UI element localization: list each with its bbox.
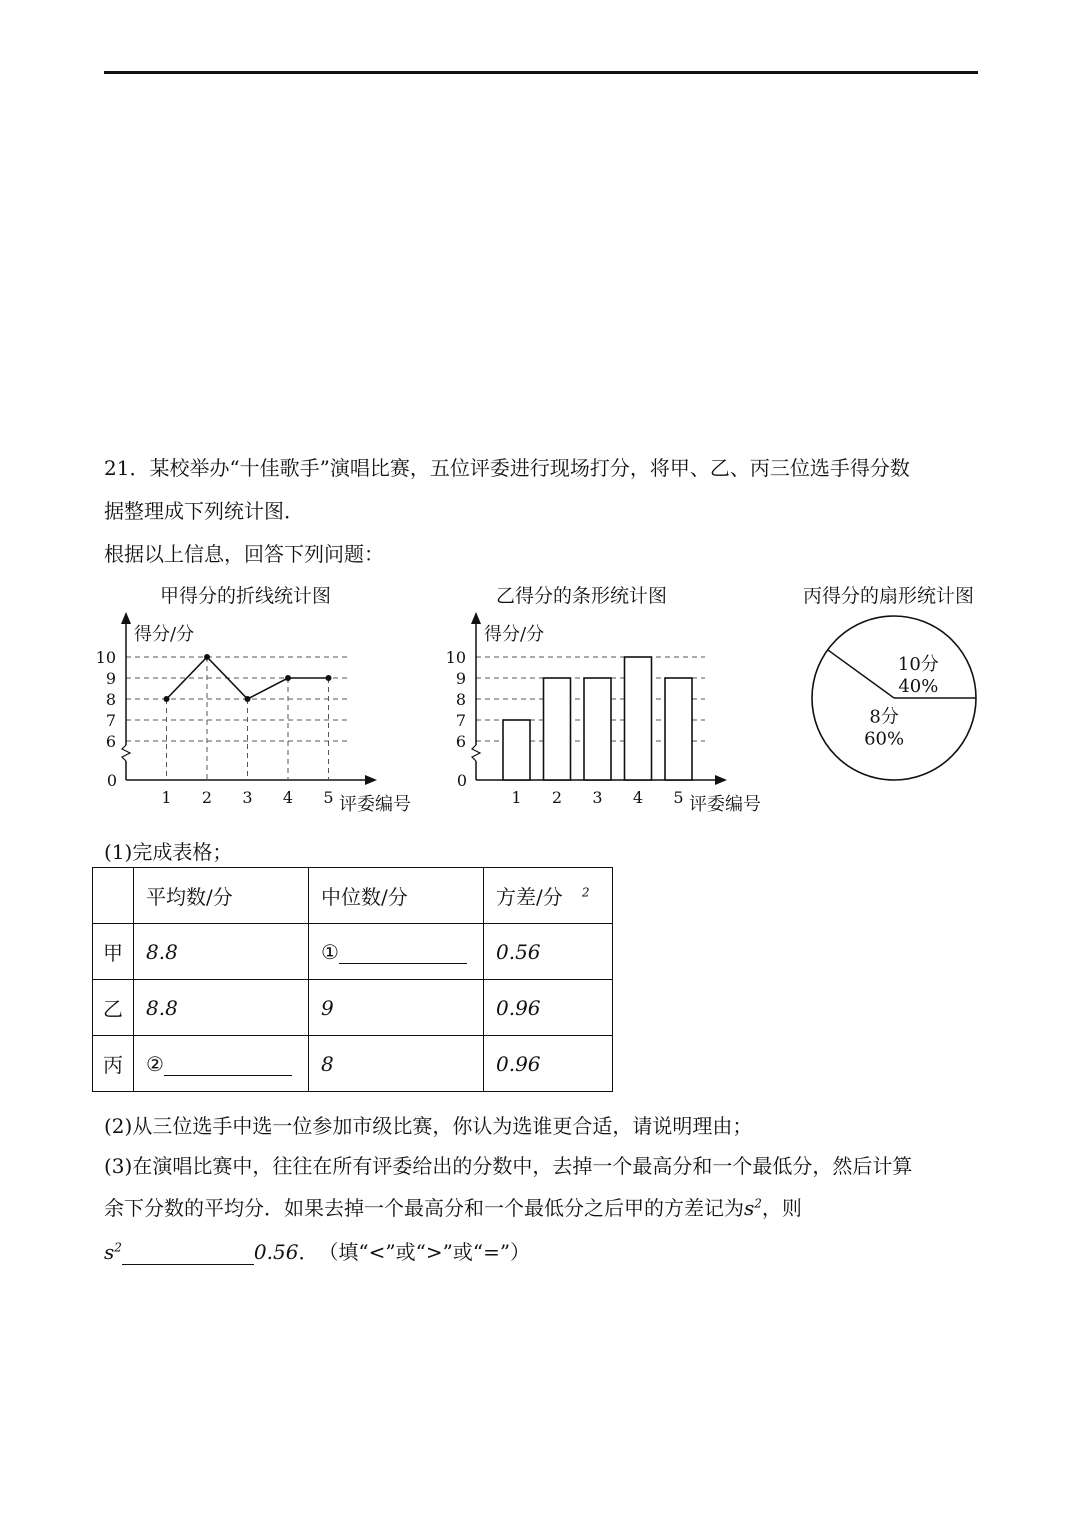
bar-chart-ytick-label: 9 — [455, 669, 466, 688]
bar-chart-bar — [544, 678, 571, 780]
bar-chart-title: 乙得分的条形统计图 — [496, 585, 668, 607]
bar-chart-ytick-label: 0 — [456, 771, 468, 790]
comparison-dot: ． — [298, 1240, 319, 1264]
row-mean — [134, 1036, 309, 1092]
bar-chart-bar — [584, 678, 611, 780]
header-variance — [484, 868, 613, 924]
question-line-1: 21．某校举办“十佳歌手”演唱比赛，五位评委进行现场打分，将甲、乙、丙三位选手得分数 — [104, 456, 910, 480]
variance-symbol-2-sup: 2 — [114, 1240, 122, 1255]
line-chart — [95, 608, 425, 823]
line-chart-ytick-label: 8 — [105, 690, 116, 709]
line-chart-xtick-label: 4 — [282, 788, 294, 807]
bar-chart-y-arrow — [471, 612, 481, 624]
header-variance-sup: 2 — [581, 885, 590, 900]
bar-chart-bar — [665, 678, 692, 780]
row-median — [309, 924, 484, 980]
row-median: 9 — [309, 980, 484, 1036]
bar-chart-ytick-label: 8 — [455, 690, 466, 709]
bar-chart-x-arrow — [715, 775, 727, 785]
row-name: 甲 — [93, 924, 134, 980]
line-chart-ylabel: 得分/分 — [134, 624, 195, 645]
answer-blank-3[interactable] — [122, 1240, 254, 1265]
bar-chart-ytick-label: 6 — [455, 732, 466, 751]
line-chart-xtick-label: 3 — [242, 788, 253, 807]
line-chart-point — [285, 675, 291, 681]
score-table — [92, 867, 613, 1092]
bar-chart-xlabel: 评委编号 — [689, 794, 761, 815]
row-mean: 8.8 — [134, 980, 309, 1036]
table-header-row — [93, 868, 613, 924]
row-variance: 0.96 — [484, 1036, 613, 1092]
answer-blank-2[interactable] — [164, 1051, 292, 1076]
bar-chart-xtick-label: 3 — [592, 788, 603, 807]
question-line-3: 根据以上信息，回答下列问题： — [104, 542, 384, 566]
header-mean: 平均数/分 — [134, 868, 309, 924]
bar-chart-ylabel: 得分/分 — [484, 624, 545, 645]
pie-chart — [800, 608, 990, 798]
line-chart-point — [204, 654, 210, 660]
part1-label: (1)完成表格； — [104, 840, 233, 864]
line-chart-xtick-label: 2 — [201, 788, 213, 807]
row-variance: 0.96 — [484, 980, 613, 1036]
pie-slice-percent: 60% — [864, 728, 905, 750]
bar-chart-xtick-label: 5 — [673, 788, 684, 807]
row-name: 丙 — [93, 1036, 134, 1092]
bar-chart — [445, 608, 790, 823]
blank-marker: ① — [321, 940, 339, 964]
row-mean: 8.8 — [134, 924, 309, 980]
comparison-value: 0.56 — [253, 1240, 299, 1264]
line-chart-ytick-label: 9 — [105, 669, 116, 688]
line-chart-point — [164, 696, 170, 702]
line-chart-ytick-label: 0 — [106, 771, 118, 790]
pie-slice-percent: 40% — [898, 675, 939, 697]
line-chart-ytick-label: 10 — [95, 648, 116, 667]
bar-chart-bar — [625, 657, 652, 780]
line-chart-point — [326, 675, 332, 681]
pie-slice-label: 10分 — [897, 653, 939, 675]
part3-line-2-a: 余下分数的平均分．如果去掉一个最高分和一个最低分之后甲的方差记为 — [104, 1196, 744, 1220]
line-chart-ytick-label: 7 — [105, 711, 116, 730]
answer-blank-1[interactable] — [339, 939, 467, 964]
table-row — [93, 1036, 613, 1092]
header-cell-blank — [93, 868, 134, 924]
row-name: 乙 — [93, 980, 134, 1036]
blank-marker: ② — [146, 1052, 164, 1076]
line-chart-axis-break — [122, 745, 130, 761]
pie-slice-label: 8分 — [869, 706, 899, 728]
table-row — [93, 980, 613, 1036]
bar-chart-xtick-label: 4 — [632, 788, 644, 807]
pie-chart-title: 丙得分的扇形统计图 — [803, 585, 975, 607]
bar-chart-bar — [503, 720, 530, 780]
fill-hint: （填“<”或“>”或“=”） — [328, 1240, 531, 1264]
question-line-2: 据整理成下列统计图． — [104, 499, 304, 523]
top-rule — [104, 71, 978, 74]
variance-symbol-sup: 2 — [754, 1196, 762, 1211]
header-variance-text: 方差/分 — [496, 885, 563, 909]
bar-chart-ytick-label: 10 — [445, 648, 466, 667]
part3-line-2 — [104, 1192, 802, 1221]
header-median: 中位数/分 — [309, 868, 484, 924]
part3-line-1: (3)在演唱比赛中，往往在所有评委给出的分数中，去掉一个最高分和一个最低分，然后计算 — [104, 1154, 913, 1178]
line-chart-xtick-label: 5 — [323, 788, 334, 807]
line-chart-y-arrow — [121, 612, 131, 624]
bar-chart-xtick-label: 1 — [511, 788, 522, 807]
line-chart-point — [245, 696, 251, 702]
variance-symbol: s — [744, 1196, 755, 1220]
line-chart-ytick-label: 6 — [105, 732, 116, 751]
part2-text: (2)从三位选手中选一位参加市级比赛，你认为选谁更合适，请说明理由； — [104, 1114, 753, 1138]
line-chart-xtick-label: 1 — [161, 788, 172, 807]
row-median: 8 — [309, 1036, 484, 1092]
table-row — [93, 924, 613, 980]
bar-chart-xtick-label: 2 — [551, 788, 563, 807]
line-chart-title: 甲得分的折线统计图 — [160, 585, 332, 607]
bar-chart-ytick-label: 7 — [455, 711, 466, 730]
part3-line-2-b: ，则 — [761, 1196, 802, 1220]
line-chart-x-arrow — [365, 775, 377, 785]
line-chart-xlabel: 评委编号 — [339, 794, 411, 815]
variance-symbol-2: s — [104, 1240, 115, 1264]
row-variance: 0.56 — [484, 924, 613, 980]
part3-line-3 — [104, 1236, 530, 1265]
bar-chart-axis-break — [472, 745, 480, 761]
